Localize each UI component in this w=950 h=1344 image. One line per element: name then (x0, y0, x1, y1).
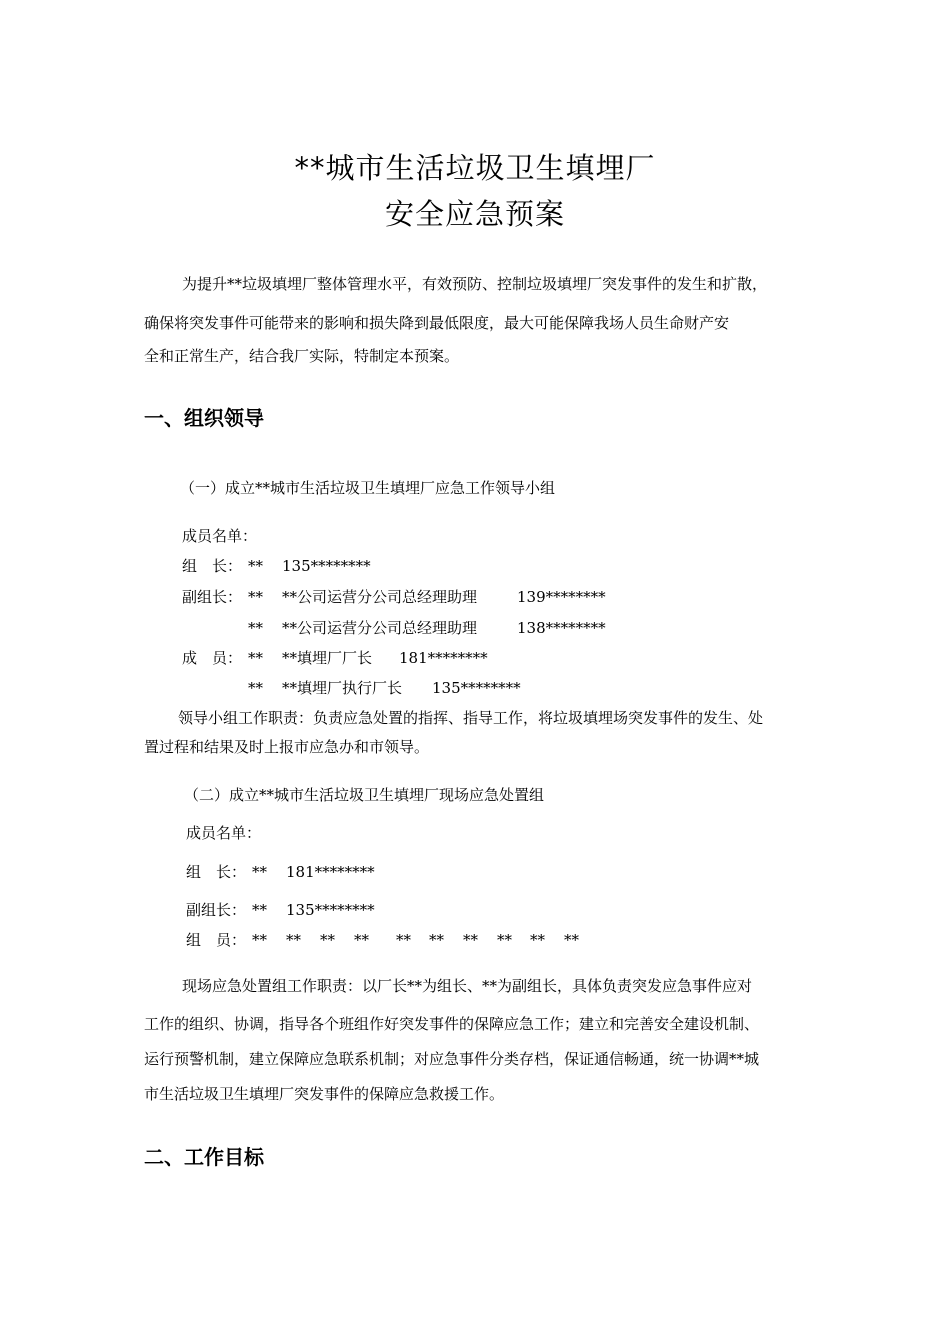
member-role: 副组长： (182, 588, 243, 606)
member-name: ** (286, 931, 301, 949)
duty-line: 领导小组工作职责：负责应急处置的指挥、指导工作，将垃圾填埋场突发事件的发生、处 (178, 709, 764, 727)
member-name: ** (396, 931, 411, 949)
member-phone: 135******** (282, 557, 371, 575)
member-position: **公司运营分公司总经理助理 (282, 619, 478, 637)
member-name: ** (564, 931, 579, 949)
members-label: 成员名单： (186, 824, 262, 842)
member-name: ** (320, 931, 335, 949)
duty-line: 现场应急处置组工作职责：以厂长**为组长、**为副组长，具体负责突发应急事件应对 (182, 977, 753, 995)
subsection-title: （二）成立**城市生活垃圾卫生填埋厂现场应急处置组 (184, 786, 545, 804)
subsection-title: （一）成立**城市生活垃圾卫生填埋厂应急工作领导小组 (180, 479, 556, 497)
document-title-line1: **城市生活垃圾卫生填埋厂 (294, 151, 656, 185)
member-role: 组 员： (186, 931, 247, 949)
member-phone: 181******** (286, 863, 375, 881)
member-name: ** (248, 557, 263, 575)
member-role: 组 长： (182, 557, 243, 575)
member-position: **公司运营分公司总经理助理 (282, 588, 478, 606)
member-name: ** (530, 931, 545, 949)
member-phone: 181******** (399, 649, 488, 667)
member-position: **填埋厂执行厂长 (282, 679, 403, 697)
section-heading-organization: 一、组织领导 (144, 406, 264, 430)
member-role: 成 员： (182, 649, 243, 667)
member-phone: 139******** (517, 588, 606, 606)
duty-line: 市生活垃圾卫生填埋厂突发事件的保障应急救援工作。 (144, 1085, 505, 1103)
member-phone: 138******** (517, 619, 606, 637)
intro-line: 确保将突发事件可能带来的影响和损失降到最低限度，最大可能保障我场人员生命财产安 (144, 314, 730, 332)
duty-line: 运行预警机制，建立保障应急联系机制；对应急事件分类存档，保证通信畅通，统一协调**城 (144, 1050, 760, 1068)
intro-line: 全和正常生产，结合我厂实际，特制定本预案。 (144, 347, 460, 365)
member-name: ** (248, 679, 263, 697)
member-name: ** (497, 931, 512, 949)
member-role: 副组长： (186, 901, 247, 919)
duty-line: 置过程和结果及时上报市应急办和市领导。 (144, 738, 430, 756)
member-position: **填埋厂厂长 (282, 649, 373, 667)
duty-line: 工作的组织、协调，指导各个班组作好突发事件的保障应急工作；建立和完善安全建设机制、 (144, 1015, 760, 1033)
member-name: ** (252, 901, 267, 919)
member-name: ** (252, 931, 267, 949)
intro-line: 为提升**垃圾填埋厂整体管理水平，有效预防、控制垃圾填埋厂突发事件的发生和扩散， (182, 275, 768, 293)
member-name: ** (248, 649, 263, 667)
member-name: ** (354, 931, 369, 949)
document-title-line2: 安全应急预案 (384, 197, 565, 231)
section-heading-goals: 二、工作目标 (144, 1145, 264, 1169)
member-name: ** (463, 931, 478, 949)
member-name: ** (252, 863, 267, 881)
member-name: ** (248, 619, 263, 637)
members-label: 成员名单： (182, 527, 258, 545)
member-role: 组 长： (186, 863, 247, 881)
member-phone: 135******** (432, 679, 521, 697)
member-name: ** (248, 588, 263, 606)
member-name: ** (429, 931, 444, 949)
member-phone: 135******** (286, 901, 375, 919)
